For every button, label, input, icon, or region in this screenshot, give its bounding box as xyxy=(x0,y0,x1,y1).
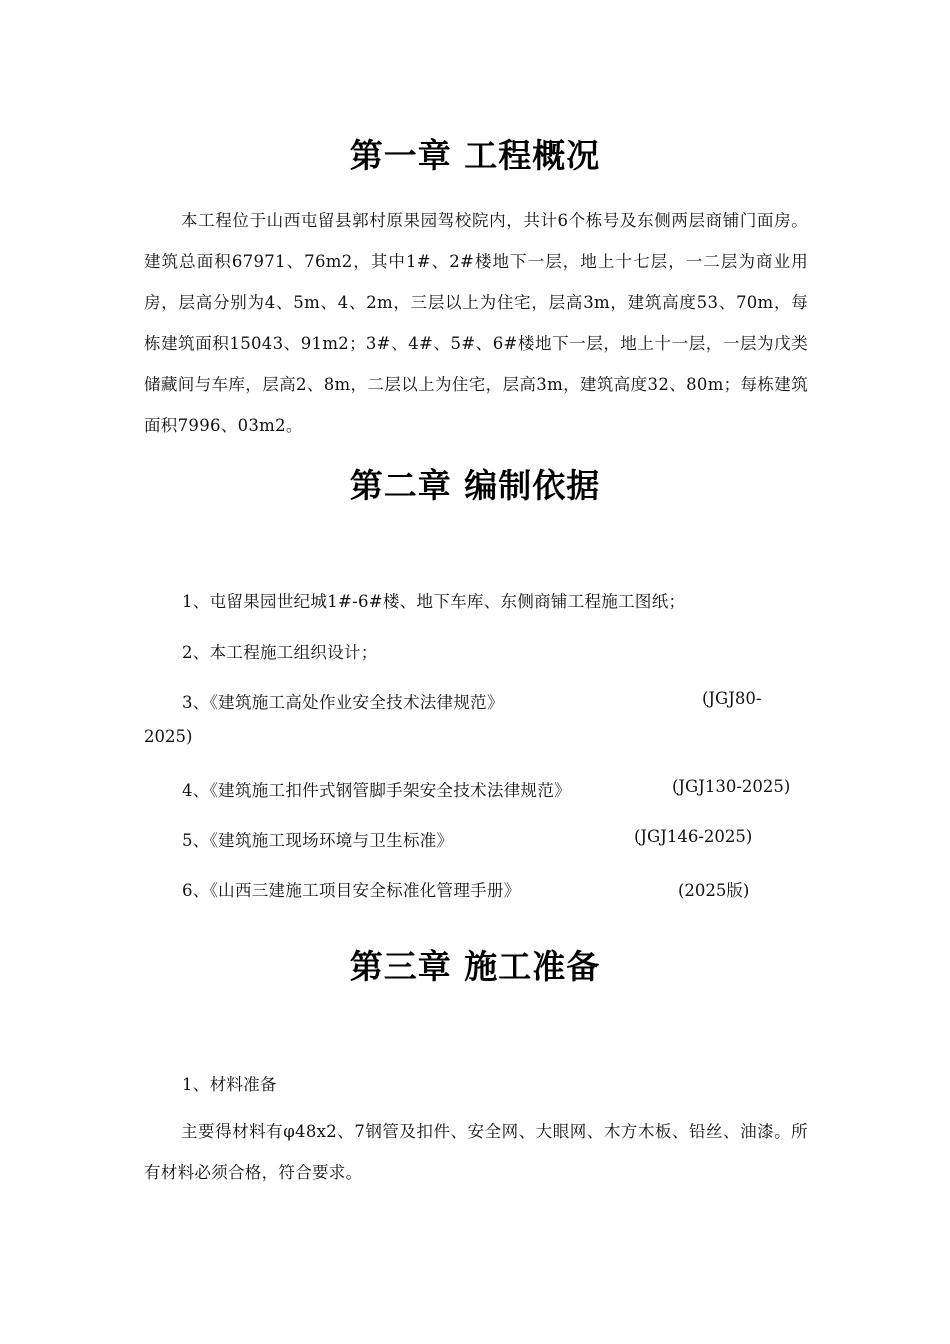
basis-item-6: 6、《山西三建施工项目安全标准化管理手册》 xyxy=(182,881,521,900)
basis-item-3-code-cont: 2025) xyxy=(144,727,193,746)
chapter-2-title: 第二章 编制依据 xyxy=(349,466,601,505)
chapter-1-title: 第一章 工程概况 xyxy=(349,136,601,175)
basis-item-4: 4、《建筑施工扣件式钢管脚手架安全技术法律规范》 xyxy=(182,781,571,800)
basis-item-1: 1、屯留果园世纪城1#-6#楼、地下车库、东侧商铺工程施工图纸； xyxy=(182,592,686,611)
basis-item-3: 3、《建筑施工高处作业安全技术法律规范》 xyxy=(182,693,504,712)
basis-item-5: 5、《建筑施工现场环境与卫生标准》 xyxy=(182,831,454,850)
basis-item-6-code: (2025版) xyxy=(678,881,750,900)
basis-item-2: 2、本工程施工组织设计； xyxy=(182,643,378,662)
chapter-3-title: 第三章 施工准备 xyxy=(349,947,601,986)
preparation-subheading: 1、材料准备 xyxy=(182,1075,277,1094)
overview-paragraph: 本工程位于山西屯留县郭村原果园驾校院内，共计6个栋号及东侧两层商铺门面房。建筑总面积67971、76m2，其中1#、2#楼地下一层，地上十七层，一二层为商业用房，层高分别为4、5m、4、2m，三层以上为住宅，层高3m，建筑高度53、70m，每栋建筑面积15043、91m2；3#、4#、5#、6#楼地下一层，地上十一层，一层为戊类储藏间与车库，层高2、8m，二层以上为住宅，层高3m，建筑高度32、80m；每栋建筑面积7996、03m2。 xyxy=(144,211,808,435)
basis-item-3-code: (JGJ80- xyxy=(702,689,762,708)
preparation-paragraph: 主要得材料有φ48x2、7钢管及扣件、安全网、大眼网、木方木板、铅丝、油漆。所有材料必须合格，符合要求。 xyxy=(144,1122,808,1182)
basis-item-5-code: (JGJ146-2025) xyxy=(634,827,753,846)
basis-item-4-code: (JGJ130-2025) xyxy=(672,777,791,796)
